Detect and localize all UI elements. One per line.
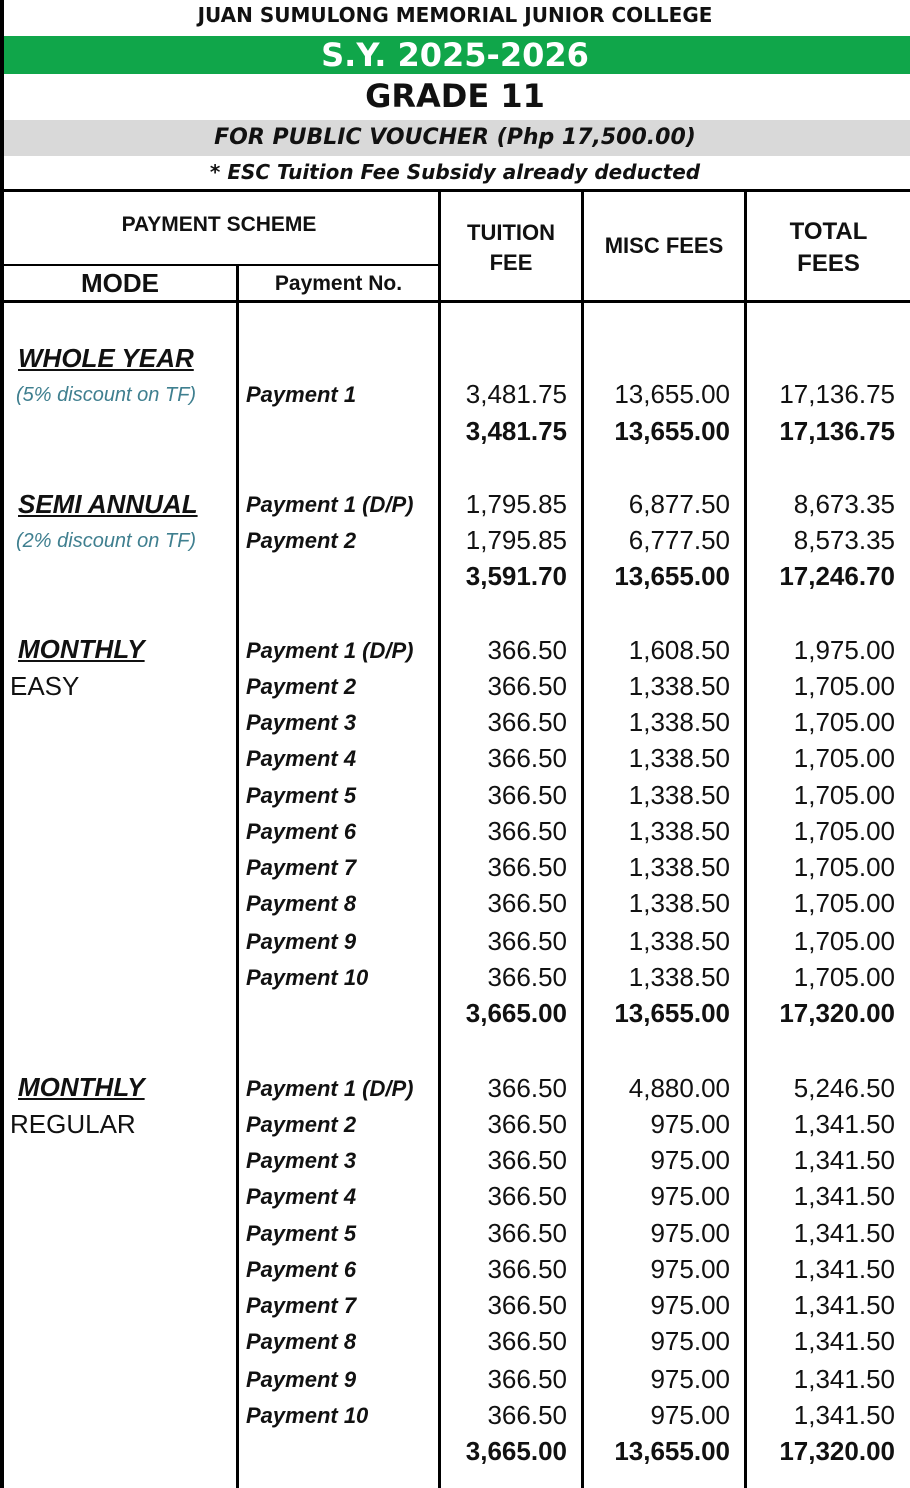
mode-header: MODE — [81, 268, 159, 298]
tuition-value: 366.50 — [487, 1254, 567, 1284]
tuition-value: 3,481.75 — [465, 379, 567, 409]
misc-value: 975.00 — [650, 1254, 730, 1284]
tuition-header-line2: FEE — [489, 250, 533, 275]
school-year: S.Y. 2025-2026 — [321, 36, 589, 74]
tuition-value: 366.50 — [487, 1326, 567, 1356]
total-value: 1,341.50 — [793, 1109, 895, 1139]
misc-value: 1,338.50 — [628, 888, 730, 918]
tuition-value: 366.50 — [487, 1218, 567, 1248]
col-line-1 — [236, 264, 239, 1488]
tuition-value: 1,795.85 — [465, 489, 567, 519]
payment-label: Payment 1 (D/P) — [246, 1076, 414, 1101]
tuition-value: 366.50 — [487, 1145, 567, 1175]
payment-label: Payment 5 — [246, 1221, 357, 1246]
misc-value: 1,338.50 — [628, 816, 730, 846]
misc-value: 975.00 — [650, 1400, 730, 1430]
total-value: 1,341.50 — [793, 1400, 895, 1430]
payment-label: Payment 4 — [246, 746, 357, 771]
mode-title: MONTHLY — [18, 1072, 145, 1102]
misc-value: 6,777.50 — [628, 525, 730, 555]
mode-title: MONTHLY — [18, 634, 145, 664]
payment-label: Payment 1 (D/P) — [246, 492, 414, 517]
misc-value: 1,338.50 — [628, 707, 730, 737]
misc-value: 1,338.50 — [628, 852, 730, 882]
payment-label: Payment 3 — [246, 710, 357, 735]
payment-label: Payment 2 — [246, 528, 357, 553]
payment-no-header: Payment No. — [274, 272, 403, 295]
total-header-line1: TOTAL — [789, 218, 868, 245]
total-value: 1,975.00 — [793, 635, 895, 665]
tuition-value: 366.50 — [487, 816, 567, 846]
school-name: JUAN SUMULONG MEMORIAL JUNIOR COLLEGE — [197, 3, 713, 27]
total-value: 1,705.00 — [793, 816, 895, 846]
grade-title: GRADE 11 — [365, 77, 545, 115]
tuition-value: 366.50 — [487, 926, 567, 956]
tuition-value: 366.50 — [487, 962, 567, 992]
tuition-value: 366.50 — [487, 707, 567, 737]
misc-value: 4,880.00 — [628, 1073, 730, 1103]
total-header-line2: FEES — [797, 250, 860, 277]
mode-title: SEMI ANNUAL — [18, 489, 198, 519]
misc-value: 13,655.00 — [614, 379, 730, 409]
total-value: 1,705.00 — [793, 852, 895, 882]
tuition-header-line1: TUITION — [467, 220, 555, 245]
tuition-value: 366.50 — [487, 1073, 567, 1103]
misc-header: MISC FEES — [604, 233, 724, 258]
grand-total: 17,246.70 — [779, 561, 895, 591]
misc-value: 1,608.50 — [628, 635, 730, 665]
payment-label: Payment 10 — [246, 965, 369, 990]
total-value: 1,341.50 — [793, 1254, 895, 1284]
misc-value: 1,338.50 — [628, 671, 730, 701]
tuition-value: 366.50 — [487, 635, 567, 665]
total-value: 17,136.75 — [779, 379, 895, 409]
payment-label: Payment 8 — [246, 1329, 357, 1354]
total-value: 1,705.00 — [793, 888, 895, 918]
tuition-value: 1,795.85 — [465, 525, 567, 555]
payment-label: Payment 7 — [246, 1293, 357, 1318]
total-value: 1,705.00 — [793, 780, 895, 810]
misc-total: 13,655.00 — [614, 561, 730, 591]
misc-value: 975.00 — [650, 1326, 730, 1356]
misc-value: 1,338.50 — [628, 780, 730, 810]
payment-label: Payment 6 — [246, 819, 357, 844]
misc-value: 1,338.50 — [628, 743, 730, 773]
tuition-value: 366.50 — [487, 1364, 567, 1394]
payment-label: Payment 4 — [246, 1184, 357, 1209]
total-value: 1,341.50 — [793, 1181, 895, 1211]
misc-value: 6,877.50 — [628, 489, 730, 519]
mode-title: WHOLE YEAR — [18, 343, 194, 373]
misc-total: 13,655.00 — [614, 1436, 730, 1466]
misc-value: 975.00 — [650, 1145, 730, 1175]
total-value: 1,705.00 — [793, 926, 895, 956]
total-value: 1,341.50 — [793, 1364, 895, 1394]
payment-label: Payment 8 — [246, 891, 357, 916]
payment-label: Payment 7 — [246, 855, 357, 880]
payment-label: Payment 5 — [246, 783, 357, 808]
misc-value: 975.00 — [650, 1109, 730, 1139]
payment-label: Payment 2 — [246, 674, 357, 699]
tuition-value: 366.50 — [487, 1400, 567, 1430]
misc-value: 975.00 — [650, 1218, 730, 1248]
tuition-total: 3,665.00 — [465, 998, 567, 1028]
total-value: 8,673.35 — [793, 489, 895, 519]
payment-label: Payment 1 (D/P) — [246, 638, 414, 663]
grand-total: 17,136.75 — [779, 416, 895, 446]
header-divider — [0, 189, 910, 192]
payment-label: Payment 6 — [246, 1257, 357, 1282]
total-value: 5,246.50 — [793, 1073, 895, 1103]
tuition-value: 366.50 — [487, 1109, 567, 1139]
misc-total: 13,655.00 — [614, 416, 730, 446]
tuition-value: 366.50 — [487, 671, 567, 701]
mode-discount-note: (5% discount on TF) — [16, 384, 197, 406]
misc-value: 1,338.50 — [628, 962, 730, 992]
tuition-value: 366.50 — [487, 1290, 567, 1320]
total-value: 1,341.50 — [793, 1218, 895, 1248]
total-value: 1,705.00 — [793, 707, 895, 737]
tuition-total: 3,665.00 — [465, 1436, 567, 1466]
mode-subtitle: REGULAR — [10, 1109, 136, 1139]
scheme-divider — [0, 264, 440, 266]
tuition-total: 3,591.70 — [465, 561, 567, 591]
misc-value: 975.00 — [650, 1181, 730, 1211]
total-value: 1,705.00 — [793, 671, 895, 701]
total-value: 8,573.35 — [793, 525, 895, 555]
subsidy-note: * ESC Tuition Fee Subsidy already deducted — [209, 160, 701, 184]
mode-subtitle: EASY — [10, 671, 80, 701]
payment-label: Payment 9 — [246, 1367, 357, 1392]
mode-discount-note: (2% discount on TF) — [16, 530, 197, 552]
total-value: 1,341.50 — [793, 1145, 895, 1175]
tuition-value: 366.50 — [487, 852, 567, 882]
voucher-label: FOR PUBLIC VOUCHER (Php 17,500.00) — [214, 125, 696, 150]
payment-label: Payment 3 — [246, 1148, 357, 1173]
payment-label: Payment 2 — [246, 1112, 357, 1137]
payment-scheme-header: PAYMENT SCHEME — [121, 213, 317, 236]
payment-label: Payment 10 — [246, 1403, 369, 1428]
column-header-divider — [0, 300, 910, 303]
grand-total: 17,320.00 — [779, 1436, 895, 1466]
total-value: 1,341.50 — [793, 1326, 895, 1356]
misc-total: 13,655.00 — [614, 998, 730, 1028]
tuition-value: 366.50 — [487, 1181, 567, 1211]
tuition-total: 3,481.75 — [465, 416, 567, 446]
grand-total: 17,320.00 — [779, 998, 895, 1028]
misc-value: 975.00 — [650, 1290, 730, 1320]
tuition-value: 366.50 — [487, 780, 567, 810]
total-value: 1,341.50 — [793, 1290, 895, 1320]
payment-label: Payment 9 — [246, 929, 357, 954]
tuition-value: 366.50 — [487, 888, 567, 918]
payment-label: Payment 1 — [246, 382, 357, 407]
misc-value: 975.00 — [650, 1364, 730, 1394]
misc-value: 1,338.50 — [628, 926, 730, 956]
total-value: 1,705.00 — [793, 743, 895, 773]
total-value: 1,705.00 — [793, 962, 895, 992]
tuition-value: 366.50 — [487, 743, 567, 773]
